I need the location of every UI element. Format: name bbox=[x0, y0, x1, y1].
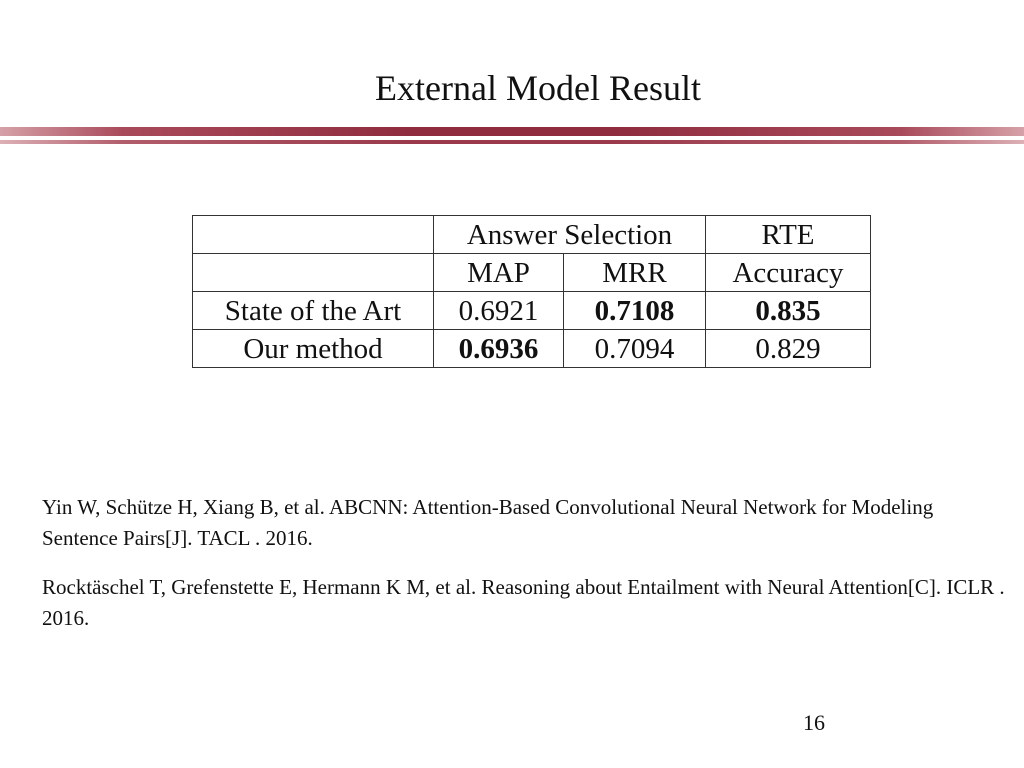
mrr-value: 0.7094 bbox=[564, 330, 706, 368]
row-label: State of the Art bbox=[193, 292, 434, 330]
accuracy-header: Accuracy bbox=[706, 254, 871, 292]
page-number: 16 bbox=[803, 710, 825, 735]
results-table bbox=[192, 215, 871, 368]
accuracy-value: 0.829 bbox=[706, 330, 871, 368]
map-value: 0.6936 bbox=[434, 330, 564, 368]
map-header: MAP bbox=[434, 254, 564, 292]
reference-entailment: Rocktäschel T, Grefenstette E, Hermann K M, et al. Reasoning about Entailment with Neural Attention[C]. ICLR . 2016. bbox=[42, 575, 1005, 630]
table-header-row bbox=[193, 216, 871, 254]
row-label: Our method bbox=[193, 330, 434, 368]
table-subheader-row bbox=[193, 254, 871, 292]
table-row bbox=[193, 292, 871, 330]
header-rule-thin bbox=[0, 140, 1024, 144]
accuracy-value: 0.835 bbox=[706, 292, 871, 330]
table-row bbox=[193, 330, 871, 368]
references bbox=[42, 492, 1012, 652]
reference-abcnn: Yin W, Schütze H, Xiang B, et al. ABCNN: Attention-Based Convolutional Neural Network for Modeling Sentence Pairs[J]. TACL . 2016. bbox=[42, 495, 934, 550]
header-rule-thick bbox=[0, 127, 1024, 136]
slide-title: External Model Result bbox=[375, 68, 701, 108]
rte-header: RTE bbox=[706, 216, 871, 254]
table-corner-cell bbox=[193, 216, 434, 254]
map-value: 0.6921 bbox=[434, 292, 564, 330]
table-corner-cell bbox=[193, 254, 434, 292]
mrr-value: 0.7108 bbox=[564, 292, 706, 330]
answer-selection-header: Answer Selection bbox=[434, 216, 706, 254]
mrr-header: MRR bbox=[564, 254, 706, 292]
